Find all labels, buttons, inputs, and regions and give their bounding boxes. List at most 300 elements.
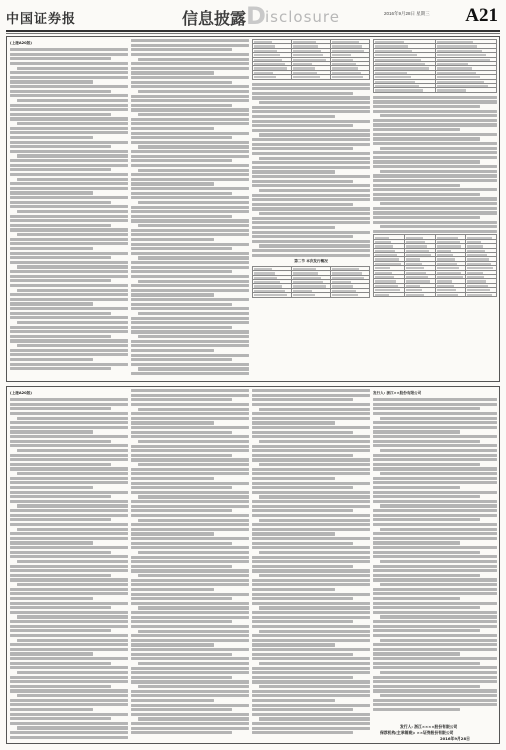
text-line	[131, 680, 249, 683]
text-line	[138, 574, 249, 577]
text-line	[131, 722, 249, 725]
text-line	[373, 421, 497, 424]
text-line	[252, 170, 335, 173]
text-line	[138, 224, 249, 227]
text-line	[10, 541, 93, 544]
text-line	[373, 207, 497, 210]
text-line	[138, 463, 249, 466]
text-line	[252, 184, 370, 187]
text-line	[138, 335, 249, 338]
text-line	[252, 449, 370, 452]
text-line	[10, 463, 111, 466]
text-line	[373, 403, 497, 406]
text-line	[10, 57, 111, 60]
text-line	[252, 722, 370, 725]
text-line	[17, 289, 128, 292]
text-line	[252, 403, 370, 406]
text-line	[252, 115, 335, 118]
text-line	[131, 611, 249, 614]
text-line	[10, 597, 93, 600]
text-line	[131, 514, 249, 517]
text-line	[10, 298, 128, 301]
text-line	[259, 574, 370, 577]
text-line	[373, 537, 497, 540]
text-line	[10, 367, 111, 370]
header-rule	[6, 30, 500, 32]
text-line	[373, 123, 497, 126]
text-line	[131, 330, 249, 333]
lower-right-heading: 发行人: 浙江××股份有限公司	[373, 391, 422, 395]
text-line	[10, 736, 128, 739]
text-line	[138, 630, 249, 633]
text-line	[252, 731, 353, 734]
text-line	[131, 349, 214, 352]
footer-underwriter: 保荐机构(主承销商): ××证券股份有限公司	[380, 730, 454, 735]
text-line	[10, 150, 128, 153]
text-line	[373, 648, 497, 651]
text-line	[373, 430, 460, 433]
text-line	[10, 131, 128, 134]
text-line	[131, 426, 249, 429]
text-line	[373, 160, 480, 163]
text-line	[131, 653, 232, 656]
text-line	[17, 417, 128, 420]
text-line	[380, 671, 497, 674]
text-line	[131, 690, 249, 693]
text-line	[380, 583, 497, 586]
text-line	[131, 62, 249, 65]
text-line	[10, 80, 93, 83]
text-line	[131, 694, 249, 697]
text-line	[10, 629, 111, 632]
text-line	[131, 354, 249, 357]
text-line	[259, 101, 370, 104]
text-line	[252, 96, 370, 99]
lower-column-4	[373, 389, 497, 719]
text-line	[252, 426, 370, 429]
text-line	[373, 110, 497, 113]
text-line	[10, 699, 128, 702]
text-line	[252, 500, 370, 503]
text-line	[17, 321, 128, 324]
text-line	[252, 138, 370, 141]
text-line	[131, 532, 214, 535]
text-line	[10, 611, 128, 614]
text-line	[10, 363, 128, 366]
text-line	[373, 119, 497, 122]
text-line	[252, 120, 370, 123]
text-line	[10, 293, 128, 296]
text-line	[10, 662, 111, 665]
text-line	[17, 583, 128, 586]
lower-column-4-body	[373, 398, 497, 711]
text-line	[252, 639, 370, 642]
text-line	[373, 541, 460, 544]
text-line	[131, 643, 214, 646]
text-line	[373, 142, 497, 145]
text-line	[10, 127, 128, 130]
text-line	[259, 408, 370, 411]
text-line	[10, 481, 128, 484]
text-line	[10, 491, 128, 494]
text-line	[131, 588, 214, 591]
text-line	[252, 694, 370, 697]
text-line	[138, 256, 249, 259]
text-line	[131, 132, 249, 135]
text-line	[17, 449, 128, 452]
text-line	[252, 491, 370, 494]
text-line	[138, 367, 249, 370]
text-line	[10, 426, 128, 429]
text-line	[10, 657, 128, 660]
text-line	[131, 233, 249, 236]
text-line	[131, 215, 232, 218]
text-line	[131, 206, 249, 209]
text-line	[252, 147, 353, 150]
text-line	[131, 159, 232, 162]
text-line	[373, 96, 497, 99]
text-line	[131, 48, 232, 51]
text-line	[252, 161, 370, 164]
text-line	[131, 71, 214, 74]
text-line	[131, 472, 249, 475]
text-line	[252, 92, 353, 95]
text-line	[10, 458, 128, 461]
text-line	[10, 648, 128, 651]
text-line	[373, 578, 497, 581]
text-line	[131, 491, 249, 494]
text-line	[252, 667, 370, 670]
text-line	[373, 454, 497, 457]
text-line	[10, 514, 128, 517]
upper-column-3-body	[252, 83, 370, 257]
text-line	[252, 514, 370, 517]
text-line	[373, 184, 460, 187]
text-line	[131, 431, 232, 434]
text-line	[373, 188, 497, 191]
text-line	[10, 326, 128, 329]
text-line	[138, 280, 249, 283]
text-line	[259, 519, 370, 522]
text-line	[259, 133, 370, 136]
text-line	[373, 174, 497, 177]
text-line	[10, 435, 128, 438]
lower-column-2	[131, 389, 249, 741]
text-line	[131, 560, 249, 563]
footer-date: 2016年9月28日	[440, 736, 470, 741]
text-line	[252, 620, 353, 623]
text-line	[10, 398, 128, 401]
text-line	[252, 445, 370, 448]
text-line	[252, 593, 370, 596]
text-line	[259, 212, 370, 215]
text-line	[373, 629, 480, 632]
text-line	[259, 440, 370, 443]
table-cell	[292, 75, 331, 79]
text-line	[373, 165, 497, 168]
upper-column-3	[252, 39, 370, 379]
text-line	[131, 358, 232, 361]
text-line	[373, 699, 497, 702]
text-line	[373, 551, 480, 554]
text-line	[138, 606, 249, 609]
text-line	[252, 648, 370, 651]
text-line	[373, 193, 480, 196]
text-line	[131, 85, 249, 88]
text-line	[10, 685, 111, 688]
text-line	[373, 546, 497, 549]
text-line	[131, 731, 232, 734]
lower-column-3	[252, 389, 370, 741]
text-line	[10, 666, 128, 669]
text-line	[10, 330, 128, 333]
text-line	[252, 657, 370, 660]
table-cell	[435, 292, 466, 296]
text-line	[138, 58, 249, 61]
text-line	[373, 230, 497, 233]
text-line	[10, 145, 111, 148]
text-line	[10, 85, 128, 88]
text-line	[10, 312, 111, 315]
text-line	[10, 602, 128, 605]
text-line	[380, 225, 497, 228]
text-line	[131, 509, 232, 512]
text-line	[252, 708, 353, 711]
text-line	[252, 482, 370, 485]
text-line	[380, 504, 497, 507]
text-line	[10, 270, 128, 273]
text-line	[373, 491, 497, 494]
text-line	[131, 99, 249, 102]
text-line	[10, 467, 128, 470]
text-line	[10, 500, 128, 503]
text-line	[17, 671, 128, 674]
upper-table-1	[252, 39, 370, 80]
text-line	[252, 435, 370, 438]
text-line	[252, 221, 370, 224]
text-line	[10, 509, 128, 512]
text-line	[380, 615, 497, 618]
text-line	[10, 588, 128, 591]
text-line	[131, 708, 232, 711]
text-line	[10, 94, 128, 97]
text-line	[373, 128, 460, 131]
section-title-english: isclosure	[265, 8, 340, 26]
text-line	[252, 625, 370, 628]
text-line	[138, 145, 249, 148]
text-line	[131, 593, 249, 596]
text-line	[10, 643, 128, 646]
text-line	[252, 643, 335, 646]
text-line	[131, 704, 249, 707]
text-line	[131, 667, 249, 670]
text-line	[131, 243, 249, 246]
text-line	[373, 412, 497, 415]
text-line	[373, 444, 497, 447]
text-line	[17, 472, 128, 475]
text-line	[138, 169, 249, 172]
text-line	[10, 708, 93, 711]
text-line	[252, 249, 370, 252]
footer-issuer: 发行人: 浙江××××股份有限公司	[400, 724, 458, 729]
text-line	[17, 528, 128, 531]
text-line	[131, 398, 232, 401]
text-line	[131, 307, 249, 310]
text-line	[252, 226, 335, 229]
text-line	[131, 454, 232, 457]
text-line	[252, 565, 353, 568]
upper-table-3	[373, 39, 497, 93]
text-line	[10, 205, 128, 208]
text-line	[380, 639, 497, 642]
text-line	[259, 244, 370, 247]
text-line	[252, 509, 353, 512]
text-line	[10, 353, 128, 356]
text-line	[10, 228, 128, 231]
text-line	[10, 495, 111, 498]
text-line	[131, 182, 214, 185]
text-line	[10, 421, 128, 424]
text-line	[17, 560, 128, 563]
text-line	[138, 685, 249, 688]
text-line	[252, 143, 370, 146]
text-line	[373, 458, 497, 461]
text-line	[131, 648, 249, 651]
text-line	[380, 417, 497, 420]
text-line	[131, 468, 249, 471]
text-line	[131, 122, 249, 125]
text-line	[17, 639, 128, 642]
text-line	[10, 430, 93, 433]
text-line	[373, 652, 460, 655]
text-line	[10, 302, 93, 305]
text-line	[10, 335, 111, 338]
text-line	[131, 556, 249, 559]
text-line	[373, 518, 480, 521]
text-line	[252, 588, 335, 591]
text-line	[131, 229, 249, 232]
text-line	[131, 569, 249, 572]
text-line	[131, 445, 249, 448]
text-line	[373, 509, 497, 512]
text-line	[10, 141, 128, 144]
text-line	[131, 546, 249, 549]
text-line	[10, 247, 93, 250]
page-header	[6, 2, 500, 30]
text-line	[252, 602, 370, 605]
text-line	[373, 514, 497, 517]
text-line	[252, 634, 370, 637]
text-line	[380, 694, 497, 697]
text-line	[10, 713, 128, 716]
upper-column-4	[373, 39, 497, 379]
text-line	[131, 104, 232, 107]
text-line	[10, 440, 111, 443]
text-line	[10, 565, 128, 568]
text-line	[131, 219, 249, 222]
text-line	[131, 192, 232, 195]
text-line	[10, 159, 128, 162]
text-line	[259, 463, 370, 466]
text-line	[10, 523, 128, 526]
text-line	[131, 127, 214, 130]
section-title-english-initial: D	[246, 2, 266, 30]
text-line	[10, 518, 111, 521]
text-line	[252, 532, 335, 535]
table-cell	[404, 292, 435, 296]
text-line	[10, 104, 128, 107]
text-line	[138, 440, 249, 443]
text-line	[373, 523, 497, 526]
text-line	[10, 454, 128, 457]
text-line	[252, 699, 335, 702]
text-line	[252, 560, 370, 563]
text-line	[131, 317, 249, 320]
text-line	[10, 117, 128, 120]
text-line	[10, 578, 128, 581]
text-line	[131, 210, 249, 213]
text-line	[259, 551, 370, 554]
text-line	[10, 187, 128, 190]
table-cell	[331, 75, 370, 79]
text-line	[373, 602, 497, 605]
text-line	[131, 266, 249, 269]
text-line	[373, 179, 497, 182]
text-line	[10, 569, 128, 572]
text-line	[10, 242, 128, 245]
text-line	[373, 426, 497, 429]
text-line	[252, 505, 370, 508]
text-line	[138, 90, 249, 93]
text-line	[373, 708, 460, 711]
text-line	[10, 403, 128, 406]
text-line	[131, 421, 214, 424]
text-line	[131, 639, 249, 642]
text-line	[252, 203, 353, 206]
lower-column-3-body	[252, 389, 370, 734]
text-line	[252, 180, 353, 183]
text-line	[131, 671, 249, 674]
text-line	[131, 597, 232, 600]
table-cell	[435, 88, 497, 92]
text-line	[131, 44, 249, 47]
text-line	[252, 704, 370, 707]
text-line	[252, 671, 370, 674]
text-line	[252, 152, 370, 155]
text-line	[10, 71, 128, 74]
text-line	[10, 252, 128, 255]
text-line	[373, 643, 497, 646]
text-line	[131, 238, 214, 241]
text-line	[252, 680, 370, 683]
text-line	[373, 151, 497, 154]
text-line	[17, 504, 128, 507]
text-line	[252, 472, 370, 475]
text-line	[252, 394, 370, 397]
text-line	[10, 689, 128, 692]
text-line	[10, 196, 128, 199]
upper-column-2-body	[131, 39, 249, 375]
text-line	[252, 727, 370, 730]
text-line	[373, 398, 497, 401]
text-line	[131, 583, 249, 586]
text-line	[252, 129, 370, 132]
text-line	[252, 198, 370, 201]
text-line	[252, 690, 370, 693]
upper-column-1-body	[10, 48, 128, 370]
text-line	[373, 435, 497, 438]
text-line	[131, 150, 249, 153]
